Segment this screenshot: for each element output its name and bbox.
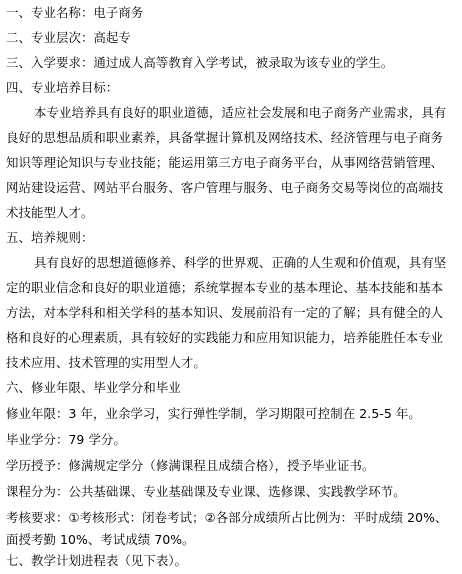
section-4-paragraph-line-5: 术技能型人才。 [6, 205, 94, 220]
section-5-paragraph-line-4: 格和良好的心理素质，具有较好的实践能力和应用知识能力，培养能胜任本专业 [6, 330, 444, 345]
section-4-paragraph-line-2: 良好的思想品质和职业素养，具备掌握计算机及网络技术、经济管理与电子商务 [6, 130, 444, 145]
section-1-major-name: 一、专业名称：电子商务 [6, 5, 144, 20]
section-4-paragraph-line-1: 本专业培养具有良好的职业道德，适应社会发展和电子商务产业需求，具有 [34, 105, 447, 120]
section-3-admission-requirement: 三、入学要求：通过成人高等教育入学考试，被录取为该专业的学生。 [6, 55, 394, 70]
section-4-heading: 四、专业培养目标： [6, 80, 119, 95]
assessment-requirements-line-1: 考核要求：①考核形式：闭卷考试；②各部分成绩所占比例为：平时成绩 20%、 [6, 510, 448, 525]
graduation-credits: 毕业学分：79 学分。 [6, 432, 126, 447]
section-5-heading: 五、培养规则： [6, 230, 94, 245]
study-duration: 修业年限：3 年，业余学习，实行弹性学制，学习期限可控制在 2.5-5 年。 [6, 406, 421, 421]
section-7-heading: 七、教学计划进程表（见下表）。 [6, 553, 188, 568]
section-4-paragraph-line-4: 网站建设运营、网站平台服务、客户管理与服务、电子商务交易等岗位的高端技 [6, 180, 444, 195]
course-categories: 课程分为：公共基础课、专业基础课及专业课、选修课、实践教学环节。 [6, 484, 406, 499]
assessment-requirements-line-2: 面授考勤 10%、考试成绩 70%。 [6, 532, 195, 547]
section-5-paragraph-line-1: 具有良好的思想道德修养、科学的世界观、正确的人生观和价值观，具有坚 [34, 255, 447, 270]
section-5-paragraph-line-5: 技术应用、技术管理的实用型人才。 [6, 355, 206, 370]
section-4-paragraph-line-3: 知识等理论知识与专业技能；能运用第三方电子商务平台，从事网络营销管理、 [6, 155, 444, 170]
degree-conferral: 学历授予：修满规定学分（修满课程且成绩合格），授予毕业证书。 [6, 458, 375, 473]
section-2-major-level: 二、专业层次：高起专 [6, 30, 131, 45]
section-6-heading: 六、修业年限、毕业学分和毕业 [6, 380, 181, 395]
section-5-paragraph-line-3: 方法，对本学科和相关学科的基本知识、发展前沿有一定的了解；具有健全的人 [6, 305, 444, 320]
section-5-paragraph-line-2: 定的职业信念和良好的职业道德；系统掌握本专业的基本理论、基本技能和基本 [6, 280, 444, 295]
